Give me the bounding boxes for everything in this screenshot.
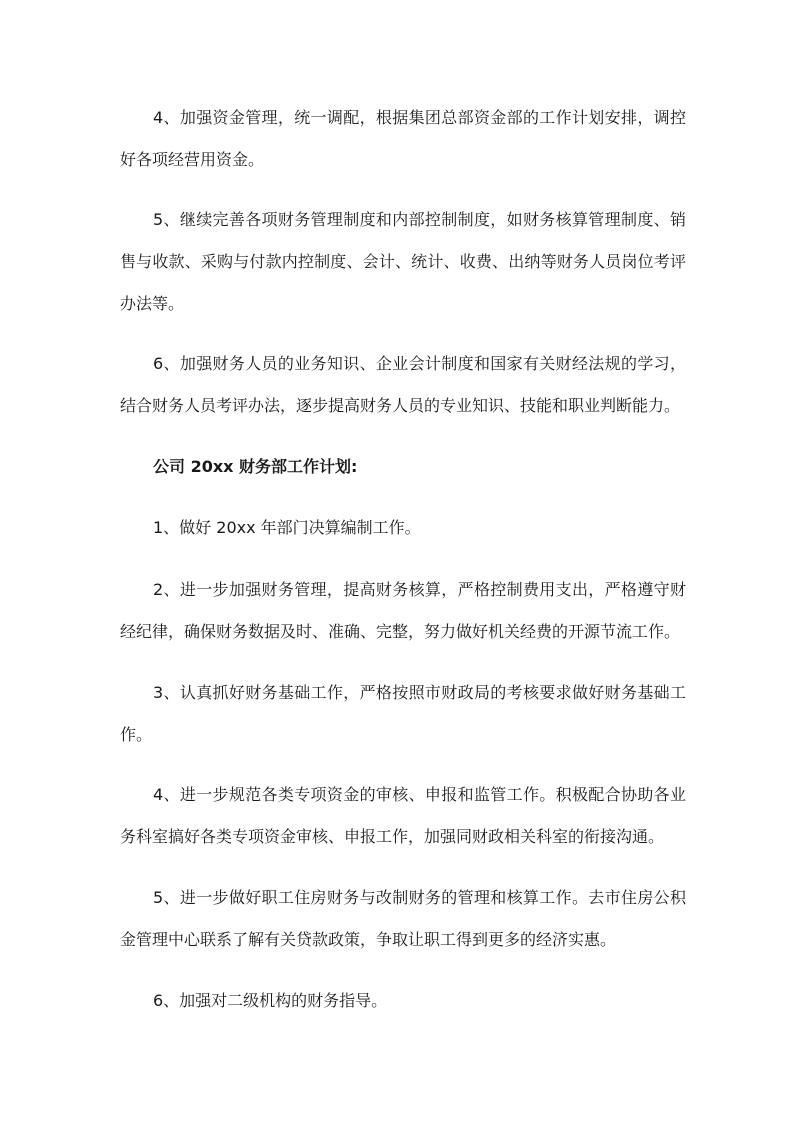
- section-heading: 公司 20xx 财务部工作计划:: [153, 457, 358, 476]
- plan-item-2: 2、进一步加强财务管理，提高财务核算，严格控制费用支出，严格遵守财经纪律，确保财务数据及时、准确、完整，努力做好机关经费的开源节流工作。: [120, 580, 686, 641]
- plan-item-3: 3、认真抓好财务基础工作，严格按照市财政局的考核要求做好财务基础工作。: [120, 683, 686, 744]
- plan-item-6: 6、加强对二级机构的财务指导。: [153, 991, 388, 1010]
- paragraph-item-6: 6、加强财务人员的业务知识、企业会计制度和国家有关财经法规的学习，结合财务人员考评办法，逐步提高财务人员的专业知识、技能和职业判断能力。: [120, 354, 686, 415]
- plan-item-1: 1、做好 20xx 年部门决算编制工作。: [153, 518, 421, 537]
- plan-item-4: 4、进一步规范各类专项资金的审核、申报和监管工作。积极配合协助各业务科室搞好各类专项资金审核、申报工作，加强同财政相关科室的衔接沟通。: [120, 785, 686, 846]
- plan-item-5: 5、进一步做好职工住房财务与改制财务的管理和核算工作。去市住房公积金管理中心联系了解有关贷款政策，争取让职工得到更多的经济实惠。: [120, 888, 686, 949]
- paragraph-item-5: 5、继续完善各项财务管理制度和内部控制制度，如财务核算管理制度、销售与收款、采购与付款内控制度、会计、统计、收费、出纳等财务人员岗位考评办法等。: [120, 210, 686, 313]
- paragraph-item-4: 4、加强资金管理，统一调配，根据集团总部资金部的工作计划安排，调控好各项经营用资金。: [120, 108, 686, 169]
